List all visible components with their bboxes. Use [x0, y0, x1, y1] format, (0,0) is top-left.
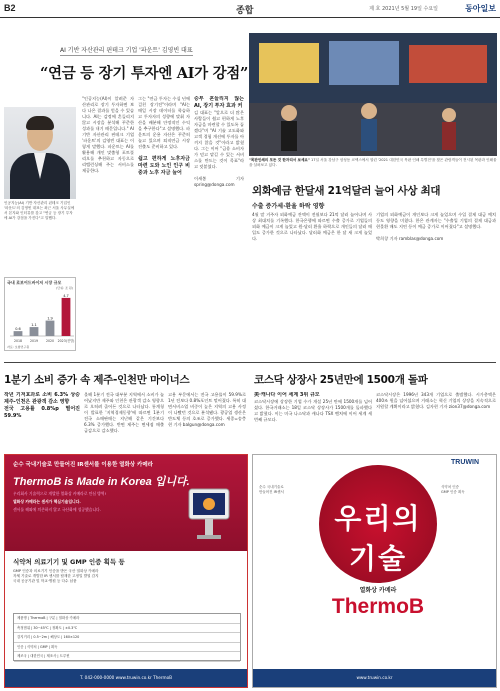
section-title: 종합 [236, 6, 254, 16]
article3-col2 [84, 392, 164, 450]
article3-byline: 세종=송충현 기자 balgun@donga.com [168, 416, 246, 427]
article1-col1 [82, 96, 134, 346]
spec-row: 제조국 | 대한민국 | 제조사 | 트루윈 [14, 652, 240, 662]
article1-headline: “연금 등 장기 투자엔 AI가 강점” [40, 65, 249, 82]
spec-row: 측정범위 | 30~45℃ | 정확도 | ±0.3℃ [14, 624, 240, 634]
photo-caption-text: 17일 서울 강남구 삼성동 코엑스에서 열린 '2021 대한민국 목판 인쇄 특별전'을 찾은 관람객들이 전시된 목판과 인쇄물을 살펴보고 있다. [249, 158, 497, 167]
chart-source: 자료: 보험연구원 [7, 345, 30, 349]
article3-headline: 1분기 소비 증가 속 제주-인천만 마이너스 [4, 374, 190, 386]
chart-unit: (단위: 조 원) [56, 286, 73, 290]
newspaper-logo: 동아일보 [465, 3, 496, 13]
chart-bar [30, 327, 39, 336]
article1-subhead-2: 승부 흔들리지 않는 AI, 장기 투자 효과 커 [194, 96, 244, 109]
article3-col1 [4, 392, 80, 450]
chart-title: 국내 로보어드바이저 시장 규모 [7, 280, 62, 285]
ad-note-line: 만들어진 IR센서 [259, 490, 284, 494]
ad-line-1: 우리회사 기술력으로 개발한 열화상 카메라로 안심 방역! [13, 491, 107, 496]
article1-col3-text: 김 대표는 "앞으로 더 많은 사람들이 쉽고 편하게 노후 자금을 마련할 수 있도록 돕겠다"며 "AI 기술 고도화와 고객 경험 개선에 투자를 아끼지 않을 것"이라고 밝혔다. 그는 이어 "금융 소비자가 믿고 맡길 수 있는 서비스를 만드는 것이 목표"라고 덧붙였다. [194, 110, 244, 169]
article2-headline: 외화예금 한달새 21억달러 늘어 사상 최대 [252, 185, 441, 197]
chart-category-label: 2019 [29, 339, 39, 343]
ad-certification-heading: 식약처 의료기기 및 GMP 인증 획득 등 [13, 558, 125, 566]
spec-row: 인증 | 식약처 | GMP | 획득 [14, 643, 240, 653]
article4-text-1: 코스닥시장에 상장한 기업 수가 개설 25년 만에 1500개를 넘어섰다. 한국거래소는 18일 코스닥 상장사가 1500개를 돌파했다고 밝혔다. 이는 미국 나스닥과 캐나다 TSX 벤처에 이어 세계 세 번째 규모다. [254, 399, 372, 422]
badge-title: 우리의 기술 [334, 502, 422, 575]
photo-caption-2 [249, 158, 497, 168]
article2-col1 [252, 212, 372, 352]
thermal-camera-icon [183, 485, 241, 541]
chart-bar [62, 298, 71, 336]
ad-spec-table [13, 613, 241, 661]
article3-subhead: 전국 고용률 0.8%p 떨어진 59.9% [4, 406, 80, 419]
article2-text-2: 기업의 외화예금이 개인보다 크게 늘었으며 수입 결제 대금 예치 등도 영향을 미쳤다. 한은 관계자는 "수출입 기업의 결제 대금과 현물환 매도 지연 등이 예금 증가로 이어졌다"고 설명했다. [376, 212, 496, 229]
photo-caption: 인공지능(AI) 기반 자산관리 핀테크 기업인 '파운트'의 김영빈 대표는 최근 서울 사무실에서 본지와 인터뷰를 갖고 "연금 등 장기 투자에 AI가 강점을 가진다"고 말했다. [4, 201, 75, 220]
article1-col2 [138, 96, 190, 346]
chart-category-label: 2018 [13, 339, 23, 343]
ad-note-right [441, 485, 493, 495]
article4-subhead: 美·캐나다 이어 세계 3위 규모 [254, 392, 320, 398]
ad-feature-item: 자체 기술로 개발한 IR 센서를 탑재한 고정밀 발열 감지 [13, 574, 99, 579]
article2-text-1: 4월 말 거주자 외화예금 잔액이 전월보다 21억 달러 늘어나며 사상 최대치를 기록했다. 한국은행에 따르면 수출 증가로 기업들의 외화 예금이 크게 늘었고 원-달러 환율 하락으로 개인들의 달러 매입도 증가한 것으로 나타났다. 달러화 예금은 한 달 새 크게 늘었다. [252, 212, 372, 241]
article1-col3 [194, 96, 244, 346]
ad-line-2: 열화상 카메라는 센서가 핵심기술입니다. [13, 499, 81, 504]
ad-note-line: 순수 국내기술로 [259, 485, 284, 489]
section-divider [4, 362, 496, 363]
chart-category-label: 2023(전망) [57, 339, 75, 343]
article1-byline: 이새봄 기자 spring@donga.com [194, 176, 244, 187]
spec-row: 감지거리 | 0.5~2m | 해상도 | 160×120 [14, 633, 240, 643]
photo-caption-title: "목판인쇄의 모든 것 한자리서 보세요" [249, 158, 310, 162]
article1-subhead-1: 쉽고 편하게 노후자금 마련 도와 노인 인구 비중과 노후 자금 늘어 [138, 156, 190, 176]
thermob-brand: ThermoB [331, 595, 425, 618]
chart-data-label: 4.7 [63, 293, 69, 298]
article3-text-2: 고용 부문에서는 전국 고용률이 59.9%로 1년 전보다 0.8%포인트 떨어졌다. 특히 대면서비스업 비중이 높은 지역의 고용 사정이 나빴던 것으로 분석됐다. 광공업 생산은 반도체 등의 호조로 증가했다. [168, 392, 246, 421]
article4-col1 [254, 392, 372, 450]
ad-line-3: 센서를 해외에 의존하지 않고 국산화에 성공했습니다. [13, 507, 101, 512]
article2-col2 [376, 212, 496, 352]
article4-byline: 김자현 기자 zion37@donga.com [425, 404, 491, 409]
badge-subtitle: 열화상 카메라 [359, 587, 397, 594]
truwin-advertisement[interactable] [252, 454, 497, 688]
ad-note-line: 식약처 인증 [441, 485, 460, 489]
chart-category-label: 2020 [45, 339, 55, 343]
article3-text-1: 올해 1분기 전국 대부분 지역에서 소비가 늘어났지만 제주와 인천은 관광객 감소 영향으로 오히려 줄어든 것으로 나타났다. 통계청이 발표한 '지역경제동향'에 따르면 1분기 전국 소매판매는 지난해 같은 기간보다 6.3% 증가했다. 반면 제주는 면세점 매출 급감으로 감소했다. [84, 392, 164, 433]
ad-footer-url[interactable]: www.truwin.co.kr [253, 669, 496, 687]
ad-footer-contact[interactable]: T. 042-000-0000 www.truwin.co.kr ThermoB [5, 669, 247, 687]
article3-col3 [168, 392, 246, 450]
page-number: B2 [4, 3, 16, 13]
chart-bar [46, 321, 55, 336]
ad-feature-item: GMP 인증과 의료기기 인증을 받은 국산 열화상 카메라 [13, 569, 99, 573]
chart-bar [14, 331, 23, 336]
article2-byline: 박희창 기자 ramblas@donga.com [376, 236, 444, 241]
dateline: 제 호 2021년 5월 19일 수요일 [369, 6, 438, 12]
truwin-logo: TRUWIN [451, 459, 479, 466]
ad-note-line: GMP 인증 획득 [441, 490, 465, 494]
exhibition-photo [249, 33, 497, 156]
chart-data-label: 0.6 [15, 327, 21, 332]
article3-deck: 작년 기저효과로 소비 6.3% 상승 제주-인천은 관광객 감소 영향 [4, 392, 80, 405]
article4-text-2: 코스닥시장은 1996년 343개 기업으로 출범했다. 시가총액은 400조 원을 넘어섰으며 거래소는 혁신 기업의 상장을 지속적으로 지원할 계획이라고 밝혔다. [376, 392, 496, 409]
article1-kicker: AI 기반 자산관리 핀테크 기업 '파운트' 김영빈 대표 [60, 47, 193, 54]
article1-col1-text: "인공지능(AI)이 알려준 자산관리로 장기 투자하면 보다 나은 결과를 얻을 수 있습니다. AI는 감정에 흔들리지 않고 시장을 분석해 꾸준한 성과를 내기 때문입니다." AI 기반 자산관리 핀테크 기업 '파운트'의 김영빈 대표는 이렇게 말했다. 파운트는 AI를 활용해 개인 맞춤형 포트폴리오를 추천하고 자동으로 리밸런싱해 주는 서비스를 제공한다. [82, 96, 134, 173]
article1-col2-text: 그는 "연금 투자는 수십 년에 걸친 장기전"이라며 "AI는 매일 시장 데이터를 학습하고 투자자의 성향에 맞춰 자산을 배분해 안정적인 수익을 추구한다"고 설명했다. 파운트의 운용 자산은 꾸준히 늘고 있으며 퇴직연금 시장 진출도 준비하고 있다. [138, 96, 190, 149]
chart-data-label: 1.9 [47, 316, 53, 321]
ad-lead: 순수 국내기술로 만들어진 IR센서를 이용한 열화상 카메라 [13, 462, 153, 468]
chart-plot [6, 290, 76, 344]
thermob-advertisement[interactable] [4, 454, 248, 688]
spec-row: 제품명 | ThermoB | 구분 | 열화상 카메라 [14, 614, 240, 624]
ad-feature-list [13, 569, 241, 585]
ad-brand: ThermoB is Made in Korea 입니다. [13, 476, 190, 488]
interviewee-photo [4, 107, 76, 199]
masthead [0, 0, 500, 18]
chart-data-label: 1.1 [31, 323, 37, 328]
ad-feature-item: 국내 공공기관 및 학교·병원 등 다수 납품 [13, 579, 77, 584]
article2-subhead: 수출 증가세·환율 하락 영향 [252, 203, 325, 210]
bar-chart [4, 277, 76, 351]
article4-headline: 코스닥 상장사 25년만에 1500개 돌파 [254, 374, 428, 386]
article4-col2 [376, 392, 496, 450]
